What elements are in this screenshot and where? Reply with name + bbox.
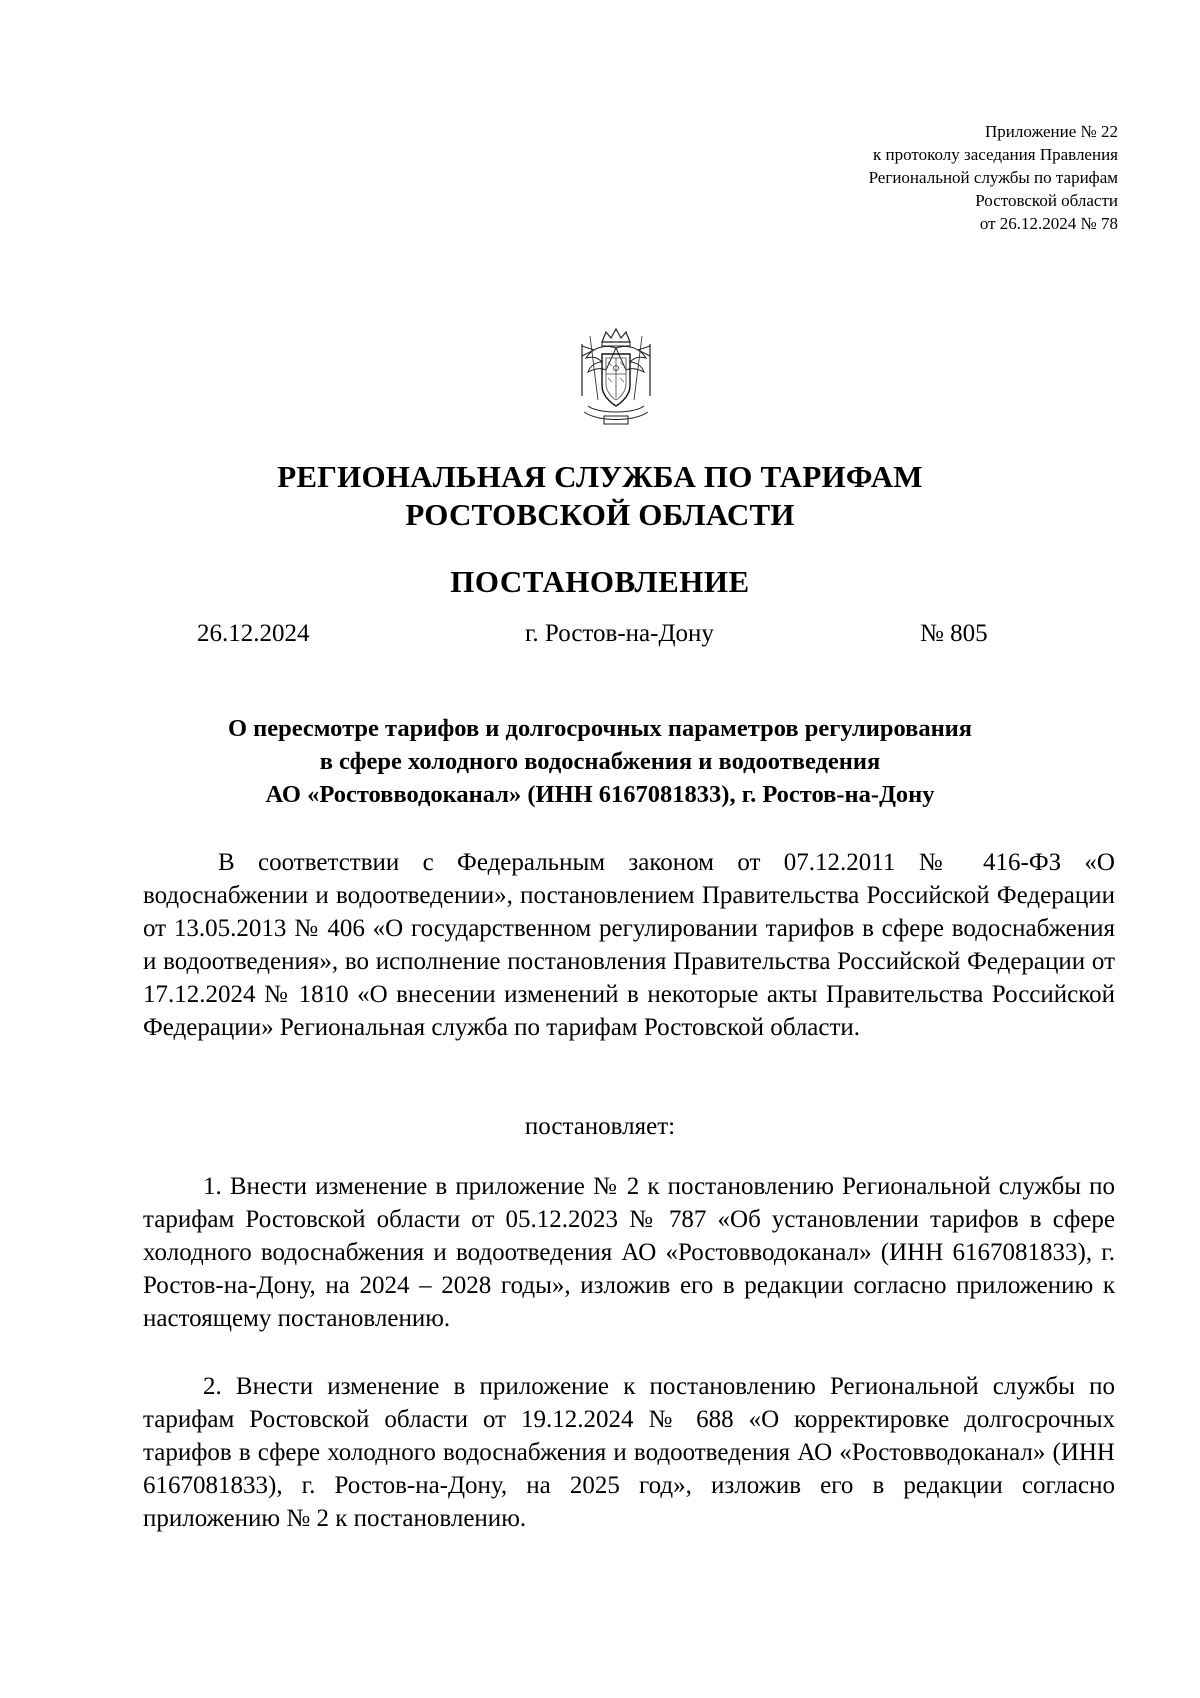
document-date: 26.12.2024	[197, 620, 310, 647]
annex-line: от 26.12.2024 № 78	[979, 214, 1118, 233]
agency-title-line: РЕГИОНАЛЬНАЯ СЛУЖБА ПО ТАРИФАМ	[277, 459, 923, 494]
preamble-paragraph: В соответствии с Федеральным законом от 07.12.2011 № 416-ФЗ «О водоснабжении и водоотведении», постановлением Правительства Российской Федерации от 13.05.2013 № 406 «О государственном регулировании тарифов в сфере водоснабжения и водоотведения», во исполнение постановления Правительства Российской Федерации от 17.12.2024 № 1810 «О внесении изменений в некоторые акты Правительства Российской Федерации» Региональная служба по тарифам Ростовской области.	[143, 849, 1115, 1041]
document-number: № 805	[920, 620, 988, 647]
annex-line: к протоколу заседания Правления	[873, 145, 1118, 164]
agency-title-line: РОСТОВСКОЙ ОБЛАСТИ	[405, 497, 795, 532]
resolution-item-2: 2. Внести изменение в приложение к постановлению Региональной службы по тарифам Ростовской области от 19.12.2024 № 688 «О корректировке долгосрочных тарифов в сфере холодного водоснабжения и водоотведения АО «Ростовводоканал» (ИНН 6167081833), г. Ростов-на-Дону, на 2025 год», изложив его в редакции согласно приложению № 2 к постановлению.	[143, 1373, 1115, 1532]
annex-line: Приложение № 22	[985, 122, 1118, 141]
document-type: ПОСТАНОВЛЕНИЕ	[450, 564, 750, 599]
agency-title	[0, 458, 1200, 534]
annex-line: Ростовской области	[975, 191, 1118, 210]
annex-reference	[869, 120, 1118, 235]
document-subject	[0, 712, 1200, 811]
coat-of-arms-icon	[568, 326, 664, 428]
annex-line: Региональной службы по тарифам	[868, 168, 1118, 187]
resolves-heading: постановляет:	[524, 1113, 676, 1140]
document-city: г. Ростов-на-Дону	[525, 620, 714, 647]
resolution-item-1: 1. Внести изменение в приложение № 2 к постановлению Региональной службы по тарифам Ростовской области от 05.12.2023 № 787 «Об установлении тарифов в сфере холодного водоснабжения и водоотведения АО «Ростовводоканал» (ИНН 6167081833), г. Ростов-на-Дону, на 2024 – 2028 годы», изложив его в редакции согласно приложению к настоящему постановлению.	[143, 1173, 1115, 1332]
subject-line: в сфере холодного водоснабжения и водоотведения	[319, 748, 881, 775]
subject-line: АО «Ростовводоканал» (ИНН 6167081833), г. Ростов-на-Дону	[265, 781, 935, 808]
subject-line: О пересмотре тарифов и долгосрочных параметров регулирования	[227, 715, 973, 742]
